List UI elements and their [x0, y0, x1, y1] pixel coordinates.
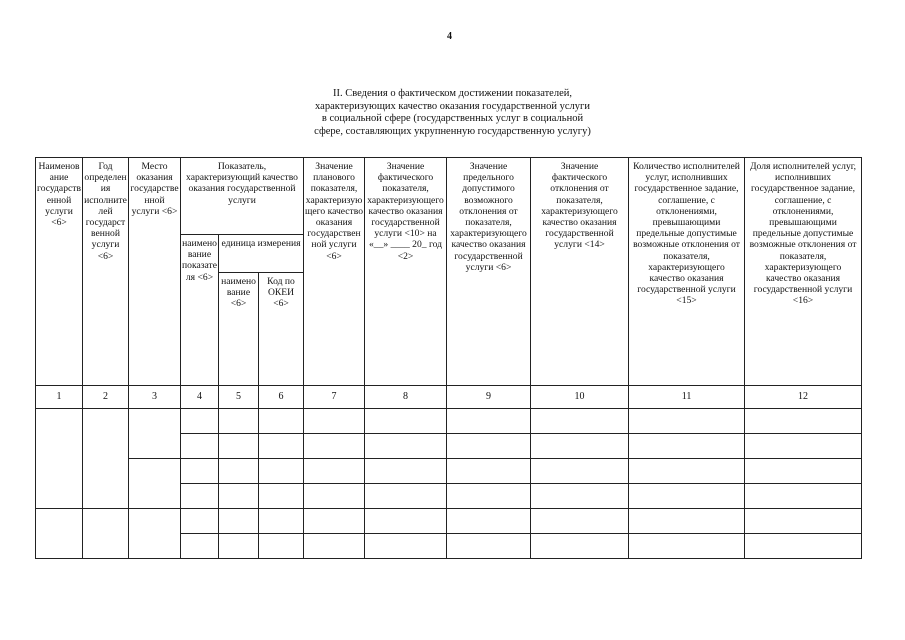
table-cell	[36, 409, 83, 509]
table-cell	[745, 459, 862, 484]
indicators-table	[35, 157, 862, 559]
section-title	[270, 88, 635, 138]
header-indicator-group: Показатель, характеризующий качество оказания государственной услуги	[181, 158, 304, 235]
table-cell	[629, 459, 745, 484]
table-cell	[304, 459, 365, 484]
table-cell	[129, 509, 181, 559]
header-planned-value: Значение планового показателя, характеризующего качество оказания государственной услуги <6>	[304, 158, 365, 386]
table-cell	[365, 409, 447, 434]
table-cell	[745, 409, 862, 434]
table-cell	[181, 534, 219, 559]
table-cell	[365, 459, 447, 484]
table-cell	[181, 459, 219, 484]
header-actual-value: Значение фактического показателя, характеризующего качество оказания государственной услуги <10> на «__» ____ 20_ год <2>	[365, 158, 447, 386]
table-cell	[365, 484, 447, 509]
table-cell	[745, 484, 862, 509]
table-cell	[745, 434, 862, 459]
header-unit-name: наименование <6>	[219, 273, 259, 386]
column-number: 10	[531, 386, 629, 409]
header-executors-share: Доля исполнителей услуг, исполнивших государственное задание, соглашение, с отклонениями, превышающими предельные допустимые возможные отклонения от показателя, характеризующего качество оказания государственной услуги <16>	[745, 158, 862, 386]
header-max-deviation: Значение предельного допустимого возможного отклонения от показателя, характеризующего качество оказания государственной услуги <6>	[447, 158, 531, 386]
table-cell	[259, 534, 304, 559]
table-cell	[219, 534, 259, 559]
table-cell	[447, 534, 531, 559]
table-cell	[629, 509, 745, 534]
table-cell	[129, 409, 181, 459]
table-cell	[447, 459, 531, 484]
table-cell	[219, 459, 259, 484]
header-actual-deviation: Значение фактического отклонения от показателя, характеризующего качество оказания государственной услуги <14>	[531, 158, 629, 386]
table-cell	[181, 409, 219, 434]
header-year: Год определения исполнителей государственной услуги <6>	[83, 158, 129, 386]
table-cell	[181, 434, 219, 459]
table-cell	[304, 409, 365, 434]
page-number: 4	[447, 31, 452, 42]
table-cell	[365, 434, 447, 459]
table-cell	[181, 484, 219, 509]
title-line: II. Сведения о фактическом достижении показателей,	[332, 88, 572, 99]
table-cell	[129, 459, 181, 509]
table-cell	[447, 409, 531, 434]
table-cell	[365, 509, 447, 534]
column-number: 1	[36, 386, 83, 409]
table-cell	[531, 459, 629, 484]
table-cell	[447, 509, 531, 534]
table-cell	[531, 509, 629, 534]
title-line: сфере, составляющих укрупненную государственную услугу)	[314, 125, 591, 137]
table-cell	[304, 509, 365, 534]
column-number-row	[36, 386, 862, 409]
header-executors-count: Количество исполнителей услуг, исполнивших государственное задание, соглашение, с отклонениями, превышающими предельные допустимые возможные отклонения от показателя, характеризующего качество оказания государственной услуги <15>	[629, 158, 745, 386]
column-number: 4	[181, 386, 219, 409]
table-cell	[745, 534, 862, 559]
table-cell	[629, 484, 745, 509]
column-number: 2	[83, 386, 129, 409]
column-number: 12	[745, 386, 862, 409]
column-number: 5	[219, 386, 259, 409]
table-cell	[259, 434, 304, 459]
header-indicator-name: наименование показателя <6>	[181, 235, 219, 386]
table-cell	[304, 534, 365, 559]
table-cell	[219, 434, 259, 459]
column-number: 6	[259, 386, 304, 409]
table-cell	[219, 484, 259, 509]
table-cell	[629, 534, 745, 559]
table-cell	[219, 409, 259, 434]
table-cell	[531, 409, 629, 434]
table-cell	[181, 509, 219, 534]
table-cell	[304, 434, 365, 459]
table-cell	[531, 534, 629, 559]
header-okei-code: Код по ОКЕИ <6>	[259, 273, 304, 386]
table-cell	[629, 409, 745, 434]
table-cell	[629, 434, 745, 459]
table-cell	[447, 484, 531, 509]
column-number: 9	[447, 386, 531, 409]
table-cell	[304, 484, 365, 509]
header-service-name: Наименование государственной услуги <6>	[36, 158, 83, 386]
column-number: 3	[129, 386, 181, 409]
table-cell	[219, 509, 259, 534]
column-number: 11	[629, 386, 745, 409]
column-number: 8	[365, 386, 447, 409]
table-cell	[83, 409, 129, 509]
table-row	[36, 409, 862, 434]
table-cell	[36, 509, 83, 559]
table-cell	[259, 409, 304, 434]
header-unit-group: единица измерения	[219, 235, 304, 273]
title-line: характеризующих качество оказания государственной услуги	[315, 100, 590, 112]
table-cell	[259, 459, 304, 484]
table-cell	[447, 434, 531, 459]
table-row	[36, 459, 862, 484]
table-cell	[745, 509, 862, 534]
table-cell	[365, 534, 447, 559]
column-number: 7	[304, 386, 365, 409]
table-cell	[83, 509, 129, 559]
table-row	[36, 509, 862, 534]
header-place: Место оказания государственной услуги <6>	[129, 158, 181, 386]
title-line: в социальной сфере (государственных услуг в социальной	[321, 113, 584, 124]
table-cell	[259, 509, 304, 534]
table-cell	[531, 484, 629, 509]
table-cell	[259, 484, 304, 509]
table-cell	[531, 434, 629, 459]
